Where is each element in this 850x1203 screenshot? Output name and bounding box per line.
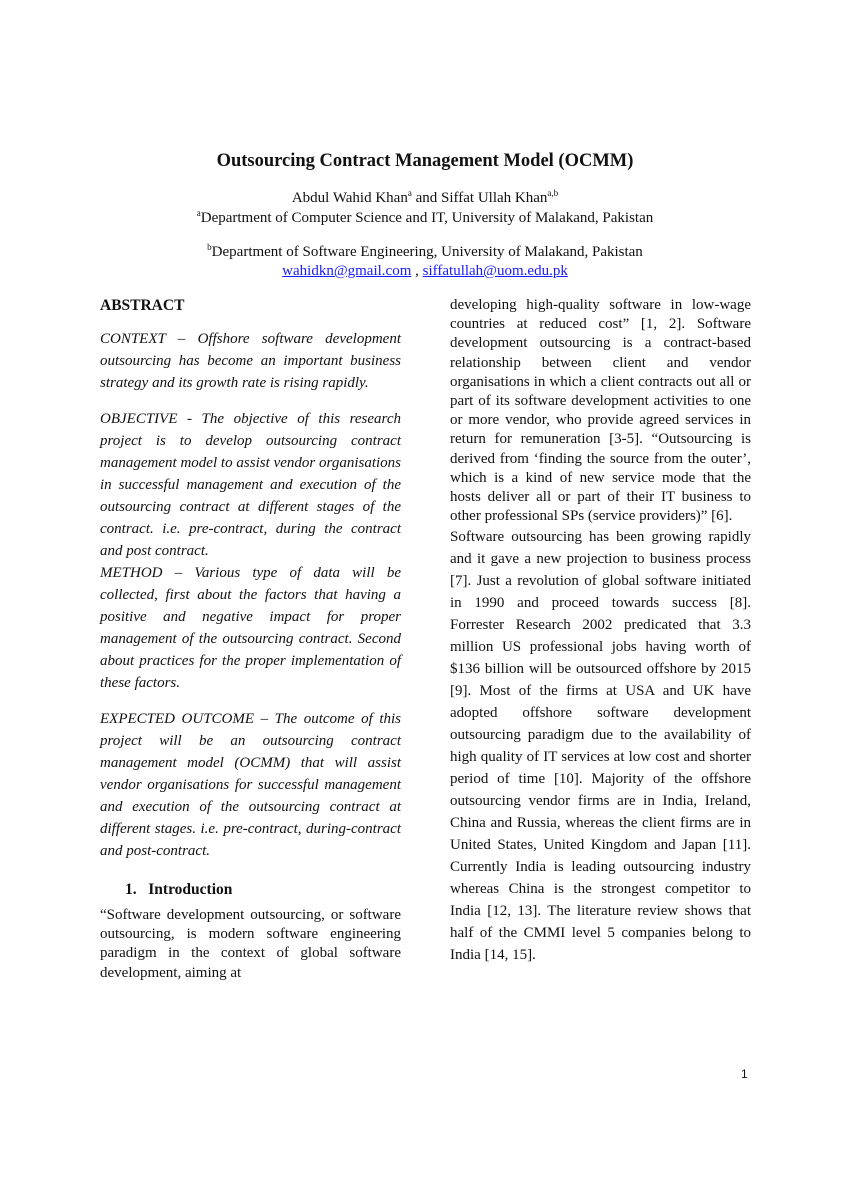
section-heading-introduction: 1. Introduction — [125, 881, 233, 898]
intro-paragraph-continued: developing high-quality software in low-wage countries at reduced cost” [1, 2]. Software development outsourcing is a contract-based relationship between client and vendor organisations in which a client contracts out all or part of its software development activities to one or more vendor, who provide agreed services in return for remuneration [3-5]. “Outsourcing is derived from ‘finding the source from the outer’, which is a kind of new service mode that the hosts deliver all or part of their IT business to other professional SPs (service providers)” [6]. — [450, 297, 751, 525]
left-column — [100, 296, 401, 983]
author-affiliation-mark: a — [407, 188, 412, 198]
abstract-heading: ABSTRACT — [100, 297, 185, 314]
right-column — [450, 296, 751, 966]
abstract-objective: OBJECTIVE - The objective of this research project is to develop outsourcing contract management model to assist vendor organisations in successful management and execution of the outsourcing contract at different stages of the contract. i.e. pre-contract, during the contract and post contract. — [100, 411, 401, 559]
author-affiliation-mark: a,b — [547, 188, 559, 198]
abstract-method: METHOD – Various type of data will be collected, first about the factors that having a positive and negative impact for proper management of the outsourcing contract. Second about practices for the proper implementation of these factors. — [100, 565, 401, 691]
email-link[interactable]: wahidkn@gmail.com — [282, 263, 412, 279]
affiliation-text: Department of Computer Science and IT, University of Malakand, Pakistan — [200, 210, 654, 226]
affiliation-mark: a — [196, 208, 201, 218]
email-separator: , — [411, 263, 423, 279]
abstract-expected-outcome: EXPECTED OUTCOME – The outcome of this project will be an outsourcing contract management model (OCMM) that will assist vendor organisations for successful management and execution of the outsourcing contract at different stages. i.e. pre-contract, during-contract and post-contract. — [100, 711, 401, 859]
intro-paragraph: “Software development outsourcing, or software outsourcing, is modern software engineering paradigm in the context of global software development, aiming at — [100, 907, 401, 981]
author-emails — [0, 263, 850, 280]
intro-paragraph: Software outsourcing has been growing rapidly and it gave a new projection to business process [7]. Just a revolution of global software initiated in 1990 and proceed towards success [8]. Forrester Research 2002 predicated that 3.3 million US professional jobs having worth of $136 billion will be outsourced offshore by 2015 [9]. Most of the firms at USA and UK have adopted offshore software development outsourcing paradigm due to the availability of high quality of IT services at low cost and shorter period of time [10]. Majority of the offshore outsourcing vendor firms are in India, Ireland, China and Russia, whereas the client firms are in United States, United Kingdom and Japan [11]. Currently India is leading outsourcing industry whereas China is the strongest competitor to India [12, 13]. The literature review shows that half of the CMMI level 5 companies belong to India [14, 15]. — [450, 529, 751, 964]
page-number: 1 — [741, 1067, 748, 1081]
affiliation-a — [0, 210, 850, 227]
affiliation-mark: b — [207, 242, 212, 252]
author-conjunction: and — [411, 190, 442, 206]
abstract-context: CONTEXT – Offshore software development outsourcing has become an important business strategy and its growth rate is rising rapidly. — [100, 331, 401, 391]
email-link[interactable]: siffatullah@uom.edu.pk — [422, 263, 568, 279]
affiliation-b — [0, 244, 850, 261]
author-name: Siffat Ullah Khan — [441, 190, 548, 206]
paper-title: Outsourcing Contract Management Model (OCMM) — [216, 151, 634, 171]
author-name: Abdul Wahid Khan — [291, 190, 408, 206]
affiliation-text: Department of Software Engineering, University of Malakand, Pakistan — [211, 244, 643, 260]
author-line — [0, 190, 850, 207]
